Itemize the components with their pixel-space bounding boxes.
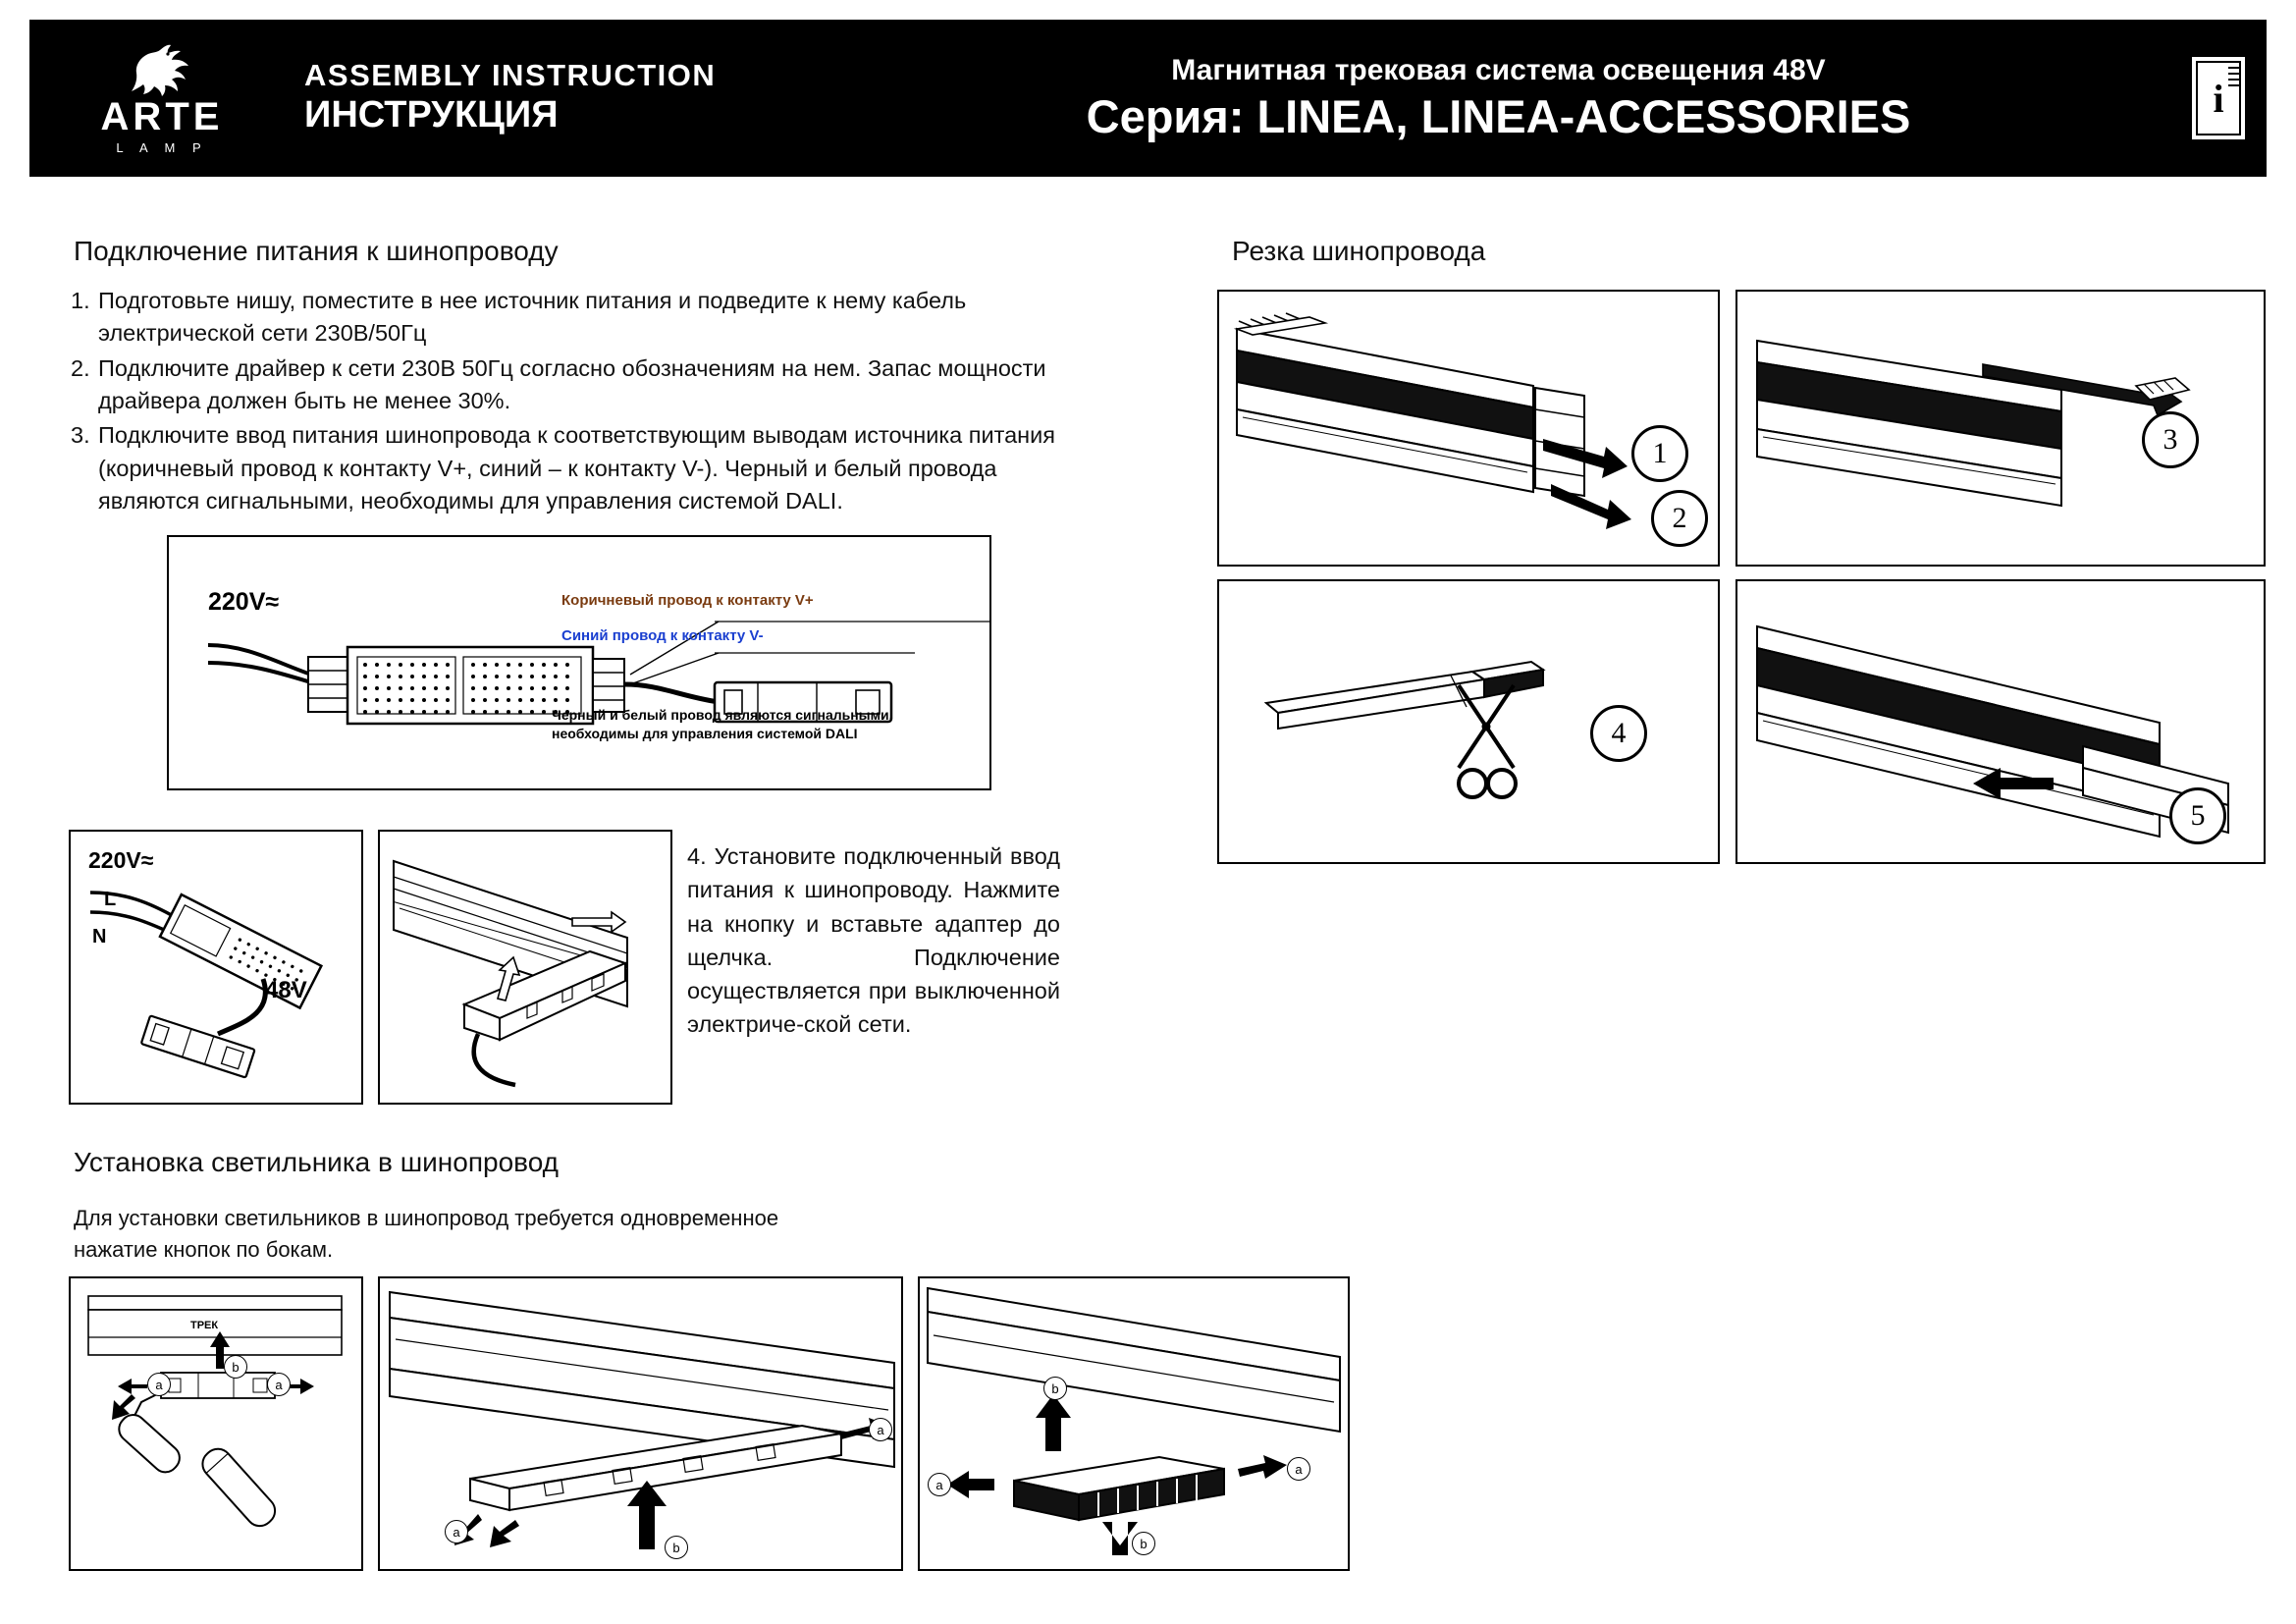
step-text: Подключите драйвер к сети 230В 50Гц согласно обозначениям на нем. Запас мощности драйвера должен быть не менее 30%.: [98, 354, 1046, 414]
figure-cut-step1: [1217, 290, 1720, 567]
label-voltage-input-2: 220V≈: [88, 847, 154, 873]
figure-install-spot: [69, 1276, 363, 1571]
list-item: [71, 352, 1092, 418]
label-blue-wire: Синий провод к контакту V-: [561, 627, 764, 644]
list-item: [71, 285, 1092, 351]
list-item: [71, 419, 1092, 517]
label-brown-wire: Коричневый провод к контакту V+: [561, 592, 814, 609]
product-series: Серия: LINEA, LINEA-ACCESSORIES: [1086, 89, 1911, 142]
step4-text: Установите подключенный ввод питания к шинопроводу. Нажмите на кнопку и вставьте адаптер до щелчка. Подключение осуществляется при выключенной электриче-ской сети.: [687, 843, 1061, 1038]
marker-a: a: [445, 1520, 468, 1543]
marker-b: b: [224, 1355, 247, 1379]
marker-b: b: [1043, 1377, 1067, 1400]
label-dali-note: Черный и белый провод являются сигнальными, необходимы для управления системой DALI: [552, 707, 893, 741]
marker-2: 2: [1651, 490, 1708, 547]
marker-a: a: [267, 1373, 291, 1396]
product-subtitle: Магнитная трековая система освещения 48V: [1171, 53, 1826, 86]
info-icon: [2192, 57, 2245, 139]
label-line-l: L: [104, 889, 117, 910]
step4-number: 4.: [687, 843, 707, 869]
step-number: 3.: [71, 422, 90, 449]
section-title-cutting: Резка шинопровода: [1232, 236, 1486, 266]
section-title-power: Подключение питания к шинопроводу: [74, 236, 559, 266]
label-output-48v: 48V: [265, 977, 307, 1003]
brand-logo: [29, 42, 285, 155]
label-neutral-n: N: [92, 926, 107, 947]
marker-a: a: [147, 1373, 171, 1396]
logo-wordmark: ARTE: [100, 94, 224, 138]
figure-adapter-into-track: [378, 830, 672, 1105]
marker-a: a: [928, 1473, 951, 1496]
figure-cut-step3: [1735, 290, 2266, 567]
info-icon-letter: i: [2196, 61, 2241, 135]
title-english: ASSEMBLY INSTRUCTION: [304, 58, 717, 93]
title-russian: ИНСТРУКЦИЯ: [304, 94, 559, 136]
logo-subtext: L A M P: [116, 139, 208, 155]
figure-cut-step4: [1217, 579, 1720, 864]
step-number: 1.: [71, 288, 90, 313]
marker-b: b: [665, 1536, 688, 1559]
figure-cut-step5: [1735, 579, 2266, 864]
figure-install-linear: [378, 1276, 903, 1571]
marker-3: 3: [2142, 411, 2199, 468]
step-text: Подключите ввод питания шинопровода к соответствующим выводам источника питания (коричневый провод к контакту V+, синий – к контакту V-). Черный и белый провода являются сигнальными, необходимы для управления системой DALI.: [98, 422, 1056, 514]
marker-5: 5: [2169, 787, 2226, 844]
section-title-install: Установка светильника в шинопровод: [74, 1147, 559, 1177]
power-steps-list: [71, 285, 1092, 520]
step-number: 2.: [71, 354, 90, 381]
griffin-logo-icon: [124, 42, 200, 99]
marker-b: b: [1132, 1532, 1155, 1555]
marker-4: 4: [1590, 705, 1647, 762]
label-voltage-input: 220V≈: [208, 588, 280, 616]
marker-a: a: [1287, 1457, 1310, 1481]
marker-1: 1: [1631, 425, 1688, 482]
power-step4: [687, 839, 1060, 1042]
page-header: [29, 20, 2267, 177]
install-intro-text: Для установки светильников в шинопровод требуется одновременное нажатие кнопок по бокам.: [74, 1206, 779, 1262]
figure-driver-48v: [69, 830, 363, 1105]
marker-a: a: [869, 1418, 892, 1441]
figure-driver-wiring: [167, 535, 991, 790]
document-title-block: [285, 59, 825, 137]
figure-install-grille: [918, 1276, 1350, 1571]
label-track: ТРЕК: [190, 1320, 219, 1331]
product-title-block: [825, 53, 2192, 143]
info-icon-lines: [2228, 67, 2240, 90]
step-text: Подготовьте нишу, поместите в нее источник питания и подведите к нему кабель электрической сети 230В/50Гц: [98, 288, 967, 347]
